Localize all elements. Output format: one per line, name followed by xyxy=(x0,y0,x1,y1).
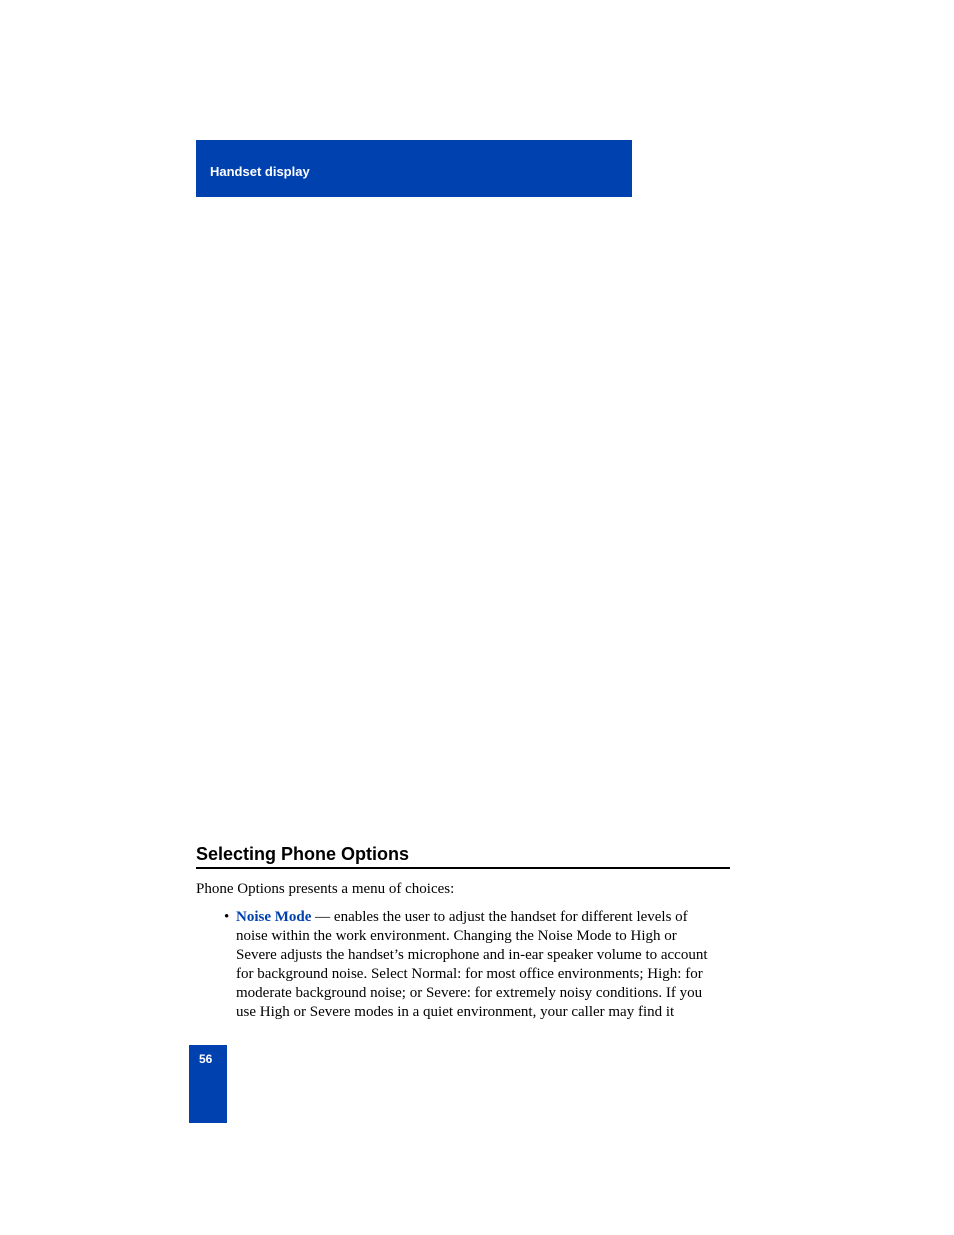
list-item-line: Severe adjusts the handset’s microphone and in-ear speaker volume to account xyxy=(236,947,708,963)
list-item-first-line xyxy=(236,908,730,927)
list-item-line: for background noise. Select Normal: for most office environments; High: for xyxy=(236,966,703,982)
bullet-glyph: • xyxy=(224,909,230,925)
section-heading: Selecting Phone Options xyxy=(196,843,730,869)
running-header-title: Handset display xyxy=(210,164,310,179)
list-item-line: moderate background noise; or Severe: for extremely noisy conditions. If you xyxy=(236,985,703,1001)
list-item-line: use High or Severe modes in a quiet environment, your caller may find it xyxy=(236,1004,675,1020)
intro-paragraph: Phone Options presents a menu of choices: xyxy=(196,881,455,897)
term-noise-mode: Noise Mode xyxy=(236,909,312,925)
term-description-start: — enables the user to adjust the handset for different levels of xyxy=(311,909,688,925)
page-number-tab xyxy=(189,1045,227,1123)
list-item-line: noise within the work environment. Changing the Noise Mode to High or xyxy=(236,928,677,944)
running-header-bar xyxy=(196,140,632,197)
list-item-text xyxy=(236,908,730,1022)
page-number: 56 xyxy=(199,1052,213,1066)
